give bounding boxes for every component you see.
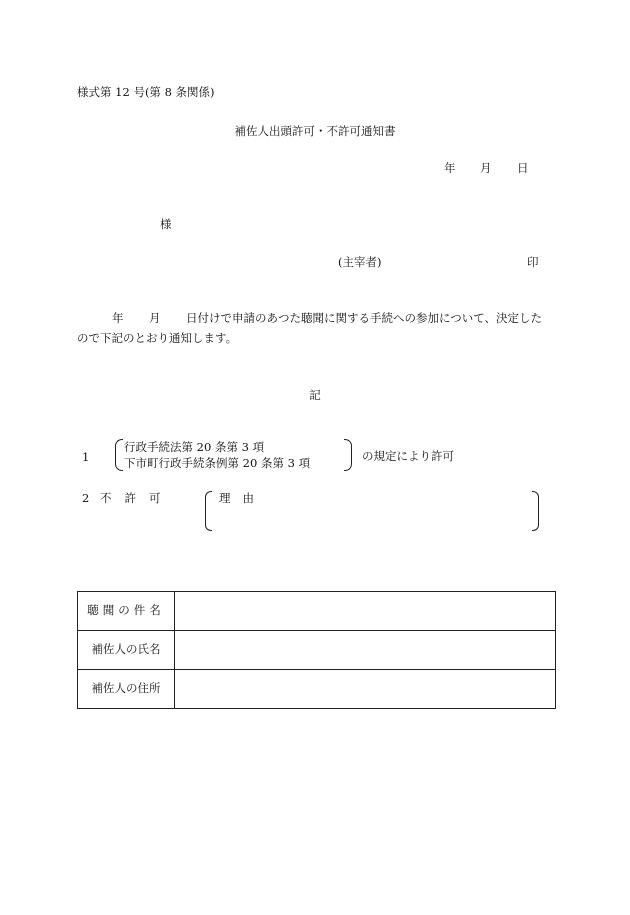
table-value-assistant-address[interactable] <box>175 670 556 709</box>
table-label-assistant-address: 補佐人の住所 <box>78 670 175 709</box>
sender-role: (主宰者) <box>338 255 382 269</box>
item2-number: 2 <box>82 491 90 505</box>
item1-law-local: 下市町行政手続条例第 20 条第 3 項 <box>124 456 311 470</box>
body-line1-text: 日付けで申請のあつた聴聞に関する手続への参加について、決定した <box>186 311 543 325</box>
seal-mark: 印 <box>527 255 539 269</box>
item1-law-national: 行政手続法第 20 条第 3 項 <box>124 440 265 454</box>
date-day-label: 日 <box>517 161 529 175</box>
addressee-suffix: 様 <box>160 217 172 231</box>
item2-refusal-label: 不許可 <box>100 491 174 505</box>
table-value-assistant-name[interactable] <box>175 631 556 670</box>
item1-left-bracket <box>115 439 123 471</box>
form-number: 様式第 12 号(第 8 条関係) <box>77 85 215 99</box>
table-label-hearing-subject: 聴聞の件名 <box>78 592 175 631</box>
item2-right-bracket <box>532 491 539 531</box>
info-table <box>77 591 556 709</box>
item1-permission-text: の規定により許可 <box>362 449 454 463</box>
item2-left-bracket <box>205 491 212 531</box>
table-row <box>78 631 556 670</box>
date-year-label: 年 <box>444 161 456 175</box>
body-text-line2: ので下記のとおり通知します。 <box>77 331 238 345</box>
table-row <box>78 592 556 631</box>
document-title: 補佐人出頭許可・不許可通知書 <box>234 124 396 138</box>
body-month-label: 月 <box>149 311 161 325</box>
reason-label: 理由 <box>219 491 266 505</box>
item1-right-bracket <box>344 439 352 471</box>
date-month-label: 月 <box>480 161 492 175</box>
item1-number: 1 <box>82 450 90 464</box>
table-label-assistant-name: 補佐人の氏名 <box>78 631 175 670</box>
body-year-label: 年 <box>112 311 124 325</box>
table-value-hearing-subject[interactable] <box>175 592 556 631</box>
table-row <box>78 670 556 709</box>
ki-heading: 記 <box>309 388 321 402</box>
